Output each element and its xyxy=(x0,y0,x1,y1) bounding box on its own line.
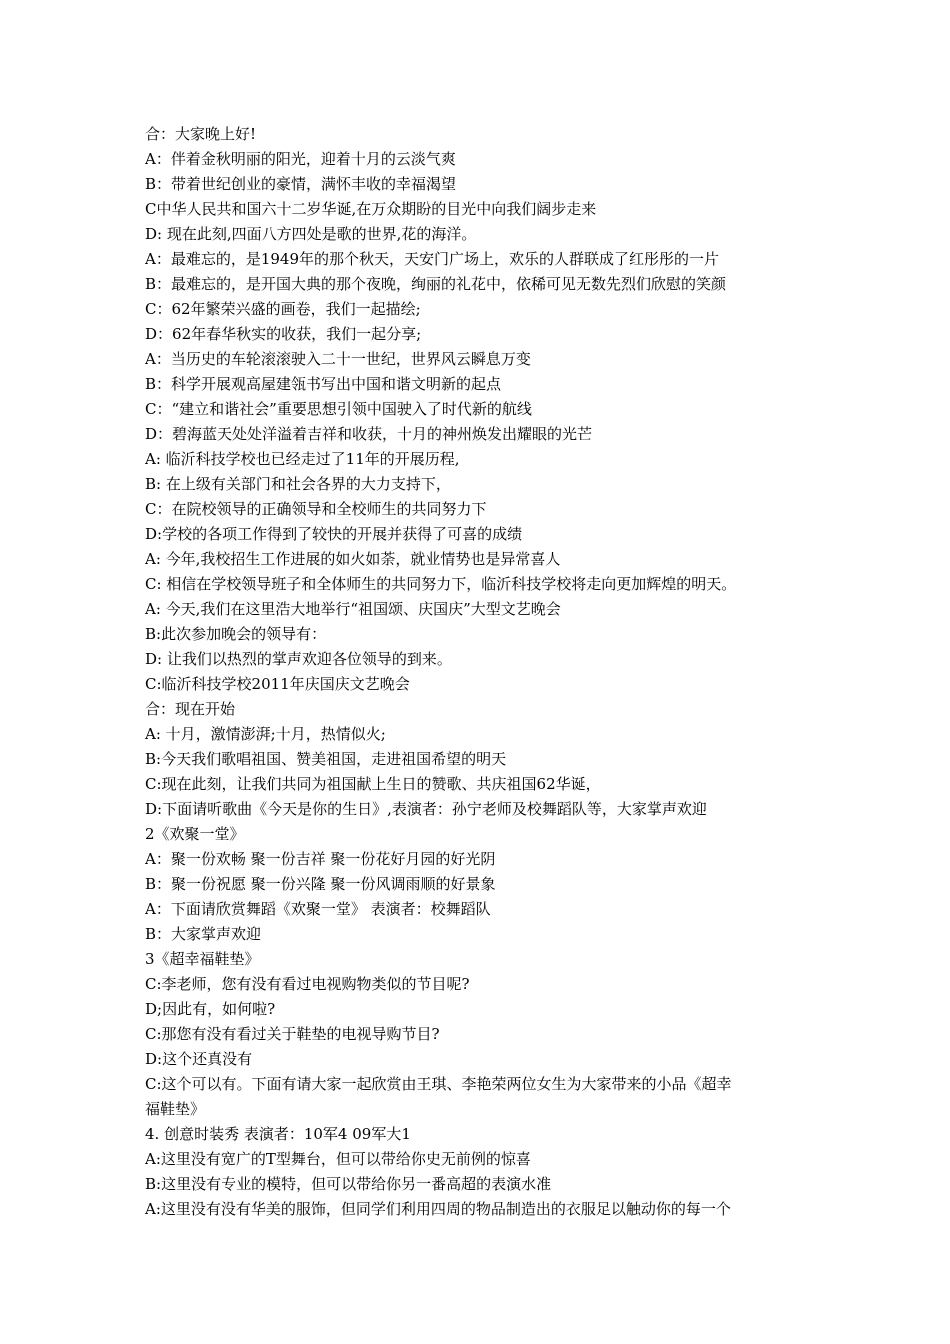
script-line: D：碧海蓝天处处洋溢着吉祥和收获，十月的神州焕发出耀眼的光芒 xyxy=(145,425,593,443)
script-line: A: 今天,我们在这里浩大地举行“祖国颂、庆国庆”大型文艺晚会 xyxy=(145,600,561,618)
script-line: A：最难忘的，是1949年的那个秋天，天安门广场上，欢乐的人群联成了红彤彤的一片 xyxy=(145,250,720,268)
script-line: D:这个还真没有 xyxy=(145,1050,253,1068)
script-line: D;因此有，如何啦? xyxy=(145,1000,276,1018)
script-line: A:这里没有宽广的T型舞台，但可以带给你史无前例的惊喜 xyxy=(145,1150,531,1168)
script-line: C：“建立和谐社会”重要思想引领中国驶入了时代新的航线 xyxy=(145,400,532,418)
script-line: B:此次参加晚会的领导有： xyxy=(145,625,327,643)
script-line: C:现在此刻，让我们共同为祖国献上生日的赞歌、共庆祖国62华诞， xyxy=(145,775,601,793)
script-line: C:那您有没有看过关于鞋垫的电视导购节目? xyxy=(145,1025,440,1043)
script-line: C中华人民共和国六十二岁华诞,在万众期盼的目光中向我们阔步走来 xyxy=(145,200,597,218)
script-line: 3《超幸福鞋垫》 xyxy=(145,950,260,968)
script-line: A：伴着金秋明丽的阳光，迎着十月的云淡气爽 xyxy=(145,150,456,168)
script-text xyxy=(145,122,810,1222)
script-line: C:李老师，您有没有看过电视购物类似的节目呢? xyxy=(145,975,470,993)
script-line: D: 让我们以热烈的掌声欢迎各位领导的到来。 xyxy=(145,650,452,668)
script-line: C: 相信在学校领导班子和全体师生的共同努力下，临沂科技学校将走向更加辉煌的明天。 xyxy=(145,575,737,593)
script-line: A: 今年,我校招生工作进展的如火如荼，就业情势也是异常喜人 xyxy=(145,550,561,568)
script-line: D: 现在此刻,四面八方四处是歌的世界,花的海洋。 xyxy=(145,225,477,243)
script-line: A：聚一份欢畅 聚一份吉祥 聚一份花好月园的好光阴 xyxy=(145,850,496,868)
script-line: A：下面请欣赏舞蹈《欢聚一堂》 表演者：校舞蹈队 xyxy=(145,900,491,918)
script-line: B：带着世纪创业的豪情，满怀丰收的幸福渴望 xyxy=(145,175,457,193)
script-line: 4. 创意时装秀 表演者：10军4 09军大1 xyxy=(145,1125,411,1143)
script-line: D:下面请听歌曲《今天是你的生日》,表演者：孙宁老师及校舞蹈队等，大家掌声欢迎 xyxy=(145,800,707,818)
script-line: C：在院校领导的正确领导和全校师生的共同努力下 xyxy=(145,500,487,518)
script-line: C：62年繁荣兴盛的画卷，我们一起描绘; xyxy=(145,300,421,318)
script-line: B:这里没有专业的模特，但可以带给你另一番高超的表演水准 xyxy=(145,1175,552,1193)
script-line: 合：现在开始 xyxy=(145,700,236,718)
script-line: B：最难忘的，是开国大典的那个夜晚，绚丽的礼花中，依稀可见无数先烈们欣慰的笑颜 xyxy=(145,275,727,293)
script-line: A: 十月，激情澎湃;十月，热情似火; xyxy=(145,725,386,743)
script-line: D:学校的各项工作得到了较快的开展并获得了可喜的成绩 xyxy=(145,525,523,543)
script-line: 2《欢聚一堂》 xyxy=(145,825,245,843)
script-line: A：当历史的车轮滚滚驶入二十一世纪，世界风云瞬息万变 xyxy=(145,350,531,368)
script-line: C:临沂科技学校2011年庆国庆文艺晚会 xyxy=(145,675,410,693)
script-line: B：聚一份祝愿 聚一份兴隆 聚一份风调雨顺的好景象 xyxy=(145,875,496,893)
script-line: B：科学开展观高屋建瓴书写出中国和谐文明新的起点 xyxy=(145,375,502,393)
script-line: 合：大家晚上好! xyxy=(145,125,257,143)
script-line: B: 在上级有关部门和社会各界的大力支持下， xyxy=(145,475,451,493)
script-line: A:这里没有没有华美的服饰，但同学们利用四周的物品制造出的衣服足以触动你的每一个 xyxy=(145,1200,731,1218)
script-line: A: 临沂科技学校也已经走过了11年的开展历程, xyxy=(145,450,460,468)
script-line: C:这个可以有。下面有请大家一起欣赏由王琪、李艳荣两位女生为大家带来的小品《超幸 xyxy=(145,1075,732,1093)
script-line: B：大家掌声欢迎 xyxy=(145,925,262,943)
script-line: B:今天我们歌唱祖国、赞美祖国，走进祖国希望的明天 xyxy=(145,750,507,768)
script-line: D：62年春华秋实的收获，我们一起分享; xyxy=(145,325,422,343)
script-line: 福鞋垫》 xyxy=(145,1100,206,1118)
